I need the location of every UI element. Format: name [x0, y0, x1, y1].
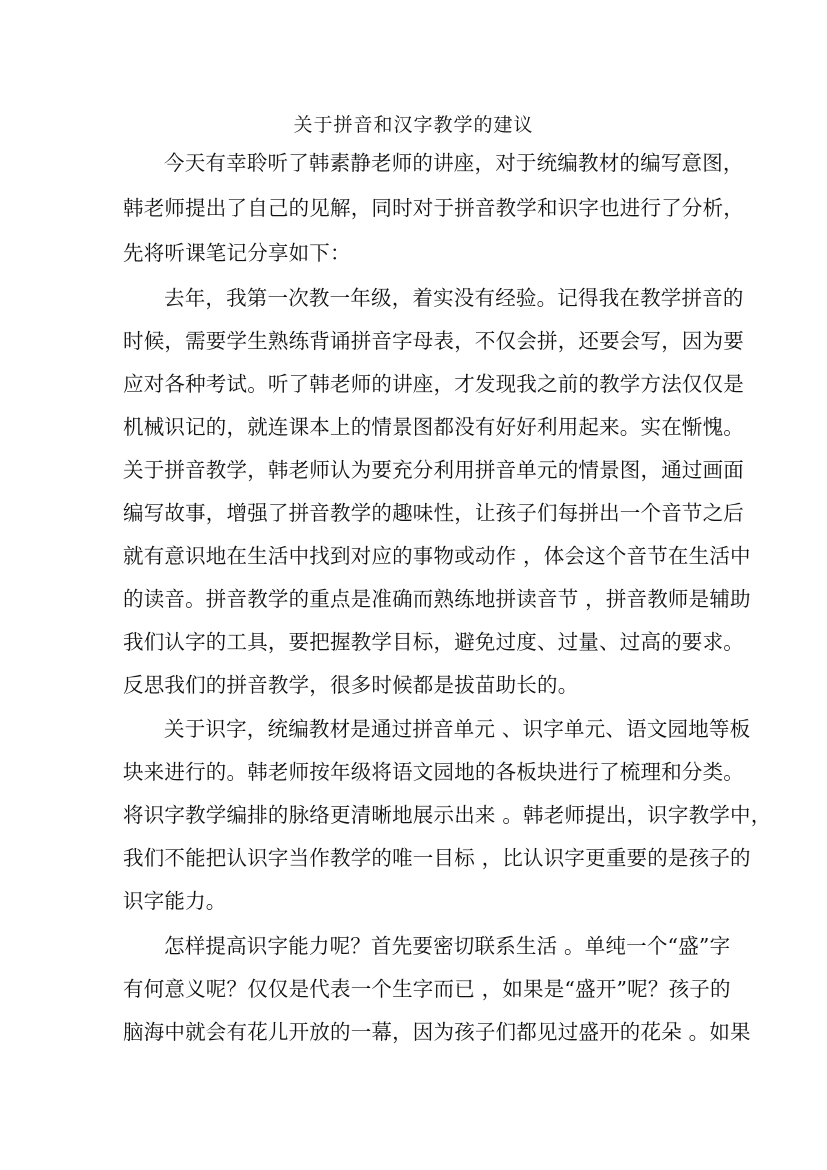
paragraph-line: 识字能力。 [123, 889, 227, 913]
paragraph-line: 先将听课笔记分享如下： [123, 241, 351, 265]
paragraph-line: 反思我们的拼音教学，很多时候都是拔苗助长的。 [123, 673, 579, 697]
paragraph-line: 我们认字的工具，要把握教学目标，避免过度、过量、过高的要求。 [123, 630, 744, 654]
paragraph-line: 脑海中就会有花儿开放的一幕，因为孩子们都见过盛开的花朵 。如果 [123, 1020, 751, 1044]
paragraph-line: 关于拼音教学，韩老师认为要充分利用拼音单元的情景图，通过画面 [123, 458, 744, 482]
paragraph-line: 今天有幸聆听了韩素静老师的讲座，对于统编教材的编写意图， [164, 151, 744, 175]
paragraph-line: 块来进行的。韩老师按年级将语文园地的各板块进行了梳理和分类。 [123, 760, 744, 784]
paragraph-line: 有何意义呢？仅仅是代表一个生字而已 ，如果是“盛开”呢？孩子的 [123, 977, 731, 1001]
paragraph-line: 去年，我第一次教一年级，着实没有经验。记得我在教学拼音的 [164, 286, 744, 310]
paragraph-line: 我们不能把认识字当作教学的唯一目标 ，比认识字更重要的是孩子的 [123, 846, 751, 870]
paragraph-line: 的读音。拼音教学的重点是准确而熟练地拼读音节 ，拼音教师是辅助 [123, 587, 751, 611]
paragraph-line: 韩老师提出了自己的见解，同时对于拼音教学和识字也进行了分析， [123, 196, 744, 220]
paragraph-line: 应对各种考试。听了韩老师的讲座，才发现我之前的教学方法仅仅是 [123, 372, 744, 396]
paragraph-line: 就有意识地在生活中找到对应的事物或动作 ，体会这个音节在生活中 [123, 544, 751, 568]
paragraph-line: 关于识字，统编教材是通过拼音单元 、识字单元、语文园地等板 [164, 717, 751, 741]
document-title: 关于拼音和汉字教学的建议 [293, 114, 534, 136]
paragraph-line: 将识字教学编排的脉络更清晰地展示出来 。韩老师提出，识字教学中， [123, 803, 772, 827]
paragraph-line: 怎样提高识字能力呢？首先要密切联系生活 。单纯一个“盛”字 [164, 934, 731, 958]
paragraph-line: 机械识记的，就连课本上的情景图都没有好好利用起来。实在惭愧。 [123, 415, 744, 439]
paragraph-line: 编写故事，增强了拼音教学的趣味性，让孩子们每拼出一个音节之后 [123, 501, 744, 525]
paragraph-line: 时候，需要学生熟练背诵拼音字母表，不仅会拼，还要会写，因为要 [123, 329, 744, 353]
